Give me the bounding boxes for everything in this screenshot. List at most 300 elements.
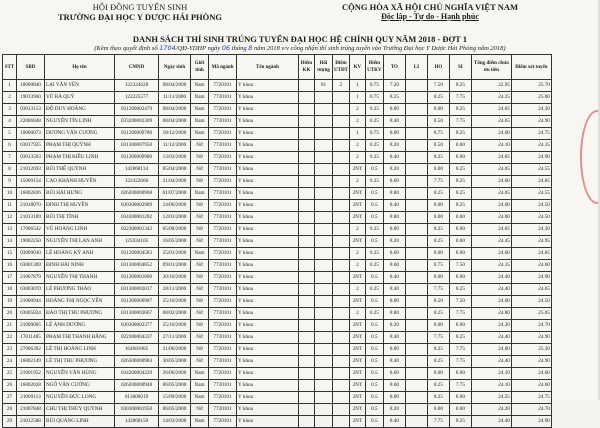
table-cell: ĐỖ DUY HOÀNG xyxy=(45,104,115,116)
table-cell: 24.70 xyxy=(511,404,551,416)
table-cell xyxy=(405,164,427,176)
decision-day: 06 xyxy=(221,44,231,52)
table-row xyxy=(3,308,552,320)
table-cell: CHU THỊ THÙY QUỲNH xyxy=(45,404,115,416)
table-cell: 0.5 xyxy=(365,344,383,356)
table-cell: 7.50 xyxy=(427,80,449,92)
table-row xyxy=(3,200,552,212)
table-cell: 24.80 xyxy=(471,344,511,356)
table-cell: 2 xyxy=(349,248,365,260)
table-cell: 8.25 xyxy=(427,152,449,164)
table-cell: Nữ xyxy=(191,176,209,188)
table-cell: 7720101 xyxy=(209,380,237,392)
table-row xyxy=(3,404,552,416)
table-cell: 7720101 xyxy=(209,416,237,428)
table-cell: 026200000968 xyxy=(115,188,159,200)
column-header: Điểm KK xyxy=(299,55,315,80)
table-cell xyxy=(333,212,350,224)
table-cell: Nữ xyxy=(191,140,209,152)
table-cell: 2NT xyxy=(349,272,365,284)
table-cell xyxy=(405,260,427,272)
table-cell xyxy=(333,200,350,212)
table-cell: Nữ xyxy=(191,284,209,296)
table-cell xyxy=(315,116,333,128)
table-cell xyxy=(299,380,315,392)
table-cell xyxy=(405,356,427,368)
column-header: CMND xyxy=(115,55,159,80)
table-cell: 24.40 xyxy=(471,416,511,428)
table-cell: Y khoa xyxy=(237,260,299,272)
table-cell: PHẠM THỊ QUỲNH xyxy=(45,140,115,152)
table-cell xyxy=(333,284,350,296)
table-cell: 11/11/2000 xyxy=(159,92,191,104)
table-cell: 24.35 xyxy=(511,140,551,152)
national-header xyxy=(330,2,530,22)
table-cell: Y khoa xyxy=(237,296,299,308)
table-cell xyxy=(315,356,333,368)
table-cell: 8.00 xyxy=(449,368,471,380)
table-cell: 8.00 xyxy=(427,272,449,284)
table-cell xyxy=(299,152,315,164)
table-cell: 28/11/2000 xyxy=(159,284,191,296)
table-cell: 2 xyxy=(349,176,365,188)
table-cell: 15/09/2000 xyxy=(159,392,191,404)
table-cell: Y khoa xyxy=(237,80,299,92)
table-cell: NGUYỄN THỊ THANH xyxy=(45,272,115,284)
table-cell: 8.80 xyxy=(383,344,405,356)
table-cell: PHẠM THỊ THANH HẰNG xyxy=(45,332,115,344)
table-cell: 8.00 xyxy=(383,296,405,308)
table-cell: Y khoa xyxy=(237,284,299,296)
table-cell: 2NT xyxy=(349,380,365,392)
table-cell: 20/10/2000 xyxy=(159,272,191,284)
table-cell: 01/07/2000 xyxy=(159,188,191,200)
table-cell: 8.00 xyxy=(383,392,405,404)
table-cell: NGUYỄN TÍN LINH xyxy=(45,116,115,128)
table-cell xyxy=(315,248,333,260)
table-cell xyxy=(405,284,427,296)
table-cell xyxy=(315,392,333,404)
table-cell: Y khoa xyxy=(237,416,299,428)
table-cell: 24.00 xyxy=(471,296,511,308)
table-row xyxy=(3,116,552,128)
table-cell: 7.75 xyxy=(427,416,449,428)
country-name: CỘNG HÒA XÃ HỘI CHỦ NGHĨA VIỆT NAM xyxy=(341,2,519,12)
table-cell: Nam xyxy=(191,416,209,428)
table-cell: 0.25 xyxy=(365,308,383,320)
table-cell: 8.80 xyxy=(383,212,405,224)
table-cell xyxy=(333,188,350,200)
university-name: TRƯỜNG ĐẠI HỌC Y DƯỢC HẢI PHÒNG xyxy=(57,12,222,22)
table-row xyxy=(3,152,552,164)
table-row xyxy=(3,332,552,344)
table-cell: 15 xyxy=(3,248,17,260)
table-cell: 24.95 xyxy=(511,236,551,248)
table-cell: Y khoa xyxy=(237,200,299,212)
table-cell xyxy=(405,152,427,164)
table-cell xyxy=(299,344,315,356)
table-cell: LẠI VĂN YÊN xyxy=(45,80,115,92)
table-cell xyxy=(333,260,350,272)
table-cell xyxy=(315,272,333,284)
table-cell: 16002149 xyxy=(17,356,45,368)
table-cell: 2NT xyxy=(349,368,365,380)
table-row xyxy=(3,188,552,200)
table-cell: 8.25 xyxy=(449,80,471,92)
table-cell: 0.5 xyxy=(365,380,383,392)
table-cell: 2 xyxy=(349,284,365,296)
table-cell: 12 xyxy=(3,212,17,224)
table-cell: NGUYỄN VĂN HÙNG xyxy=(45,368,115,380)
table-cell xyxy=(405,344,427,356)
table-cell xyxy=(299,188,315,200)
table-cell xyxy=(405,332,427,344)
table-cell: PHẠM THỊ KIỀU LINH xyxy=(45,152,115,164)
table-cell: 21009005 xyxy=(17,320,45,332)
table-cell xyxy=(299,308,315,320)
table-cell: 8.00 xyxy=(449,140,471,152)
table-cell: Y khoa xyxy=(237,392,299,404)
table-cell: 8.20 xyxy=(383,140,405,152)
table-cell: 24.60 xyxy=(471,176,511,188)
table-cell: 8.25 xyxy=(427,380,449,392)
table-cell: Y khoa xyxy=(237,308,299,320)
table-cell: Y khoa xyxy=(237,404,299,416)
table-cell: 25.05 xyxy=(511,308,551,320)
table-cell: 0.5 xyxy=(365,332,383,344)
column-header: LI xyxy=(405,55,427,80)
table-row xyxy=(3,104,552,116)
table-cell: Nữ xyxy=(191,200,209,212)
table-cell: Y khoa xyxy=(237,92,299,104)
table-cell: 034300001282 xyxy=(115,212,159,224)
table-cell: 24.10 xyxy=(471,368,511,380)
table-cell: 2 xyxy=(3,92,17,104)
table-cell xyxy=(405,320,427,332)
table-cell: 28 xyxy=(3,404,17,416)
table-cell: 23 xyxy=(3,344,17,356)
table-cell: 24.90 xyxy=(511,152,551,164)
table-cell: 7720101 xyxy=(209,128,237,140)
table-cell: LÊ HOÀNG KỲ ANH xyxy=(45,248,115,260)
table-cell xyxy=(405,188,427,200)
table-cell xyxy=(333,308,350,320)
table-cell xyxy=(315,236,333,248)
table-cell: 0.5 xyxy=(365,272,383,284)
table-cell: 7720101 xyxy=(209,296,237,308)
table-cell: 8.25 xyxy=(449,128,471,140)
table-cell: 7.50 xyxy=(449,296,471,308)
table-cell: 6 xyxy=(3,140,17,152)
table-row xyxy=(3,344,552,356)
table-cell: Y khoa xyxy=(237,140,299,152)
table-cell: 09/01/2000 xyxy=(159,260,191,272)
table-cell: 24.55 xyxy=(511,188,551,200)
table-cell xyxy=(299,284,315,296)
table-cell: 27/11/2000 xyxy=(159,332,191,344)
table-row xyxy=(3,272,552,284)
table-cell: 2NT xyxy=(349,188,365,200)
table-cell xyxy=(299,356,315,368)
table-cell: 24.05 xyxy=(471,104,511,116)
table-cell: 8.00 xyxy=(449,248,471,260)
table-cell: 2 xyxy=(349,104,365,116)
table-cell: 2NT xyxy=(349,164,365,176)
table-row xyxy=(3,320,552,332)
table-cell: 8.40 xyxy=(383,152,405,164)
table-cell: 8.25 xyxy=(427,92,449,104)
table-cell: 18000840 xyxy=(17,80,45,92)
table-cell xyxy=(405,368,427,380)
table-cell: 8.80 xyxy=(383,308,405,320)
column-header: Đối tượng xyxy=(315,55,333,80)
table-cell: 24.60 xyxy=(471,248,511,260)
table-cell: 2 xyxy=(349,224,365,236)
table-cell xyxy=(333,356,350,368)
table-cell: 2NT xyxy=(349,332,365,344)
table-cell: 8.00 xyxy=(449,320,471,332)
table-cell: 022300001342 xyxy=(115,224,159,236)
table-cell: 7720101 xyxy=(209,80,237,92)
table-cell xyxy=(299,212,315,224)
column-header: Họ tên xyxy=(45,55,115,80)
table-cell xyxy=(333,92,350,104)
table-cell: 7.75 xyxy=(449,356,471,368)
table-cell: 14 xyxy=(3,236,17,248)
table-cell: 03017925 xyxy=(17,140,45,152)
table-cell: 122324628 xyxy=(115,80,159,92)
table-cell: Y khoa xyxy=(237,320,299,332)
table-cell: 0.5 xyxy=(365,404,383,416)
table-cell: 24.00 xyxy=(471,200,511,212)
column-header: SI xyxy=(449,55,471,80)
table-row xyxy=(3,176,552,188)
table-cell: Y khoa xyxy=(237,248,299,260)
table-cell xyxy=(315,212,333,224)
table-cell xyxy=(405,140,427,152)
table-cell: 17006542 xyxy=(17,224,45,236)
table-cell: Y khoa xyxy=(237,344,299,356)
table-cell: 25 xyxy=(3,368,17,380)
table-cell: 0.25 xyxy=(365,176,383,188)
table-cell: 8.80 xyxy=(383,188,405,200)
subtitle-post: năm 2018 v/v công nhận thí sinh trúng tuyển vào Trường Đại học Y Dược Hải Phòng năm 2018) xyxy=(252,45,506,52)
table-cell: 8.20 xyxy=(383,164,405,176)
table-cell xyxy=(299,248,315,260)
table-cell: 030300002377 xyxy=(115,320,159,332)
red-stamp-edge xyxy=(580,110,600,204)
table-cell: 7720101 xyxy=(209,284,237,296)
table-cell: 8.20 xyxy=(383,404,405,416)
table-cell: 19002250 xyxy=(17,236,45,248)
table-cell: 8.00 xyxy=(427,200,449,212)
table-cell: 24.45 xyxy=(471,236,511,248)
table-cell: 2NT xyxy=(349,296,365,308)
table-cell: Y khoa xyxy=(237,128,299,140)
table-cell xyxy=(299,236,315,248)
table-cell: 2NT xyxy=(349,236,365,248)
table-cell: DƯƠNG VĂN CƯƠNG xyxy=(45,128,115,140)
table-cell: 24.85 xyxy=(511,176,551,188)
table-cell: 8.60 xyxy=(383,248,405,260)
table-cell: 24.40 xyxy=(471,272,511,284)
table-cell xyxy=(315,188,333,200)
table-cell: 8.25 xyxy=(383,92,405,104)
table-cell: 22.95 xyxy=(471,80,511,92)
table-cell: 05/08/2000 xyxy=(159,224,191,236)
table-row xyxy=(3,236,552,248)
table-cell: 7.75 xyxy=(449,308,471,320)
table-cell: VŨ BÁ QUÝ xyxy=(45,92,115,104)
table-cell: 24.75 xyxy=(511,128,551,140)
table-cell: 8.50 xyxy=(427,296,449,308)
column-header: KV xyxy=(349,55,365,80)
table-cell: 1 xyxy=(349,92,365,104)
table-cell: 03013503 xyxy=(17,152,45,164)
table-cell xyxy=(299,104,315,116)
table-cell: Nữ xyxy=(191,272,209,284)
table-cell: 24.25 xyxy=(471,392,511,404)
table-cell: 8.25 xyxy=(427,392,449,404)
table-cell: 24.90 xyxy=(511,356,551,368)
table-cell: 0.25 xyxy=(365,224,383,236)
table-cell xyxy=(315,404,333,416)
table-cell: 8.00 xyxy=(449,404,471,416)
table-cell: 8.00 xyxy=(449,392,471,404)
table-cell xyxy=(405,80,427,92)
table-cell: 7.75 xyxy=(449,344,471,356)
table-cell: 031300002017 xyxy=(115,284,159,296)
table-cell: 24.65 xyxy=(471,152,511,164)
table-cell: 7720101 xyxy=(209,164,237,176)
table-cell xyxy=(315,380,333,392)
table-cell: BÙI THẾ QUỲNH xyxy=(45,164,115,176)
table-cell xyxy=(299,332,315,344)
table-cell: 8.40 xyxy=(383,200,405,212)
table-cell: 7.20 xyxy=(383,80,405,92)
table-cell: 8.25 xyxy=(427,308,449,320)
table-cell: 8.25 xyxy=(427,344,449,356)
table-cell: Y khoa xyxy=(237,272,299,284)
table-cell: BÙI QUANG LINH xyxy=(45,416,115,428)
table-cell: Nữ xyxy=(191,296,209,308)
table-row xyxy=(3,260,552,272)
table-cell: 24.50 xyxy=(511,212,551,224)
table-cell: 8.25 xyxy=(449,284,471,296)
table-cell: 031200009780 xyxy=(115,128,159,140)
table-cell: Nữ xyxy=(191,404,209,416)
table-cell: 03013153 xyxy=(17,104,45,116)
table-cell: 7720101 xyxy=(209,212,237,224)
table-cell: 29 xyxy=(3,416,17,428)
table-cell: 24.65 xyxy=(511,284,551,296)
table-cell xyxy=(405,416,427,428)
table-cell: ĐINH THỊ HUYỀN xyxy=(45,200,115,212)
table-cell: 8 xyxy=(3,164,17,176)
table-cell: 15009154 xyxy=(17,176,45,188)
table-cell: 1 xyxy=(3,80,17,92)
table-cell: 0.5 xyxy=(365,296,383,308)
table-cell xyxy=(333,128,350,140)
table-cell: 24.75 xyxy=(511,392,551,404)
table-cell: 08/04/2000 xyxy=(159,104,191,116)
table-cell: Y khoa xyxy=(237,368,299,380)
table-cell xyxy=(315,284,333,296)
table-cell: 25/01/2000 xyxy=(159,248,191,260)
table-cell: 122225577 xyxy=(115,92,159,104)
table-cell xyxy=(333,236,350,248)
table-cell xyxy=(405,92,427,104)
table-cell: 24.60 xyxy=(511,260,551,272)
table-cell: 08/04/2000 xyxy=(159,116,191,128)
table-row xyxy=(3,392,552,404)
table-cell: 7720101 xyxy=(209,104,237,116)
table-cell xyxy=(333,368,350,380)
column-header: HO xyxy=(427,55,449,80)
column-header: STT xyxy=(3,55,17,80)
table-cell xyxy=(299,200,315,212)
table-cell xyxy=(333,332,350,344)
table-cell: 18 xyxy=(3,284,17,296)
table-cell: 03009030 xyxy=(17,248,45,260)
table-cell: 7720101 xyxy=(209,404,237,416)
table-cell: 11 xyxy=(3,200,17,212)
table-cell xyxy=(405,404,427,416)
table-cell xyxy=(299,164,315,176)
table-cell xyxy=(315,308,333,320)
table-cell: 8.75 xyxy=(427,128,449,140)
table-cell xyxy=(299,128,315,140)
table-cell: 2NT xyxy=(349,212,365,224)
table-cell: Nam xyxy=(191,116,209,128)
table-cell: 18/12/2000 xyxy=(159,128,191,140)
table-cell: 24.00 xyxy=(471,212,511,224)
table-cell: 24.10 xyxy=(471,380,511,392)
table-cell: 0.5 xyxy=(365,212,383,224)
table-cell: 17011485 xyxy=(17,332,45,344)
table-cell: ĐINH HẢI NINH xyxy=(45,260,115,272)
table-cell: 030300001950 xyxy=(115,404,159,416)
table-cell: 1 xyxy=(349,80,365,92)
table-cell: 8.20 xyxy=(383,320,405,332)
table-cell xyxy=(405,104,427,116)
table-cell: 4 xyxy=(3,116,17,128)
table-cell: LÊ ÁNH DƯƠNG xyxy=(45,320,115,332)
table-cell xyxy=(333,272,350,284)
table-cell: 24.25 xyxy=(471,92,511,104)
table-cell xyxy=(333,248,350,260)
table-cell: 7 xyxy=(3,152,17,164)
table-cell: 7720101 xyxy=(209,188,237,200)
table-cell: Y khoa xyxy=(237,176,299,188)
table-row xyxy=(3,296,552,308)
table-row xyxy=(3,380,552,392)
table-cell xyxy=(299,296,315,308)
table-header-row xyxy=(3,55,552,80)
national-motto: Độc lập - Tự do - Hạnh phúc xyxy=(381,12,479,21)
table-cell: 8.80 xyxy=(383,104,405,116)
table-cell: Y khoa xyxy=(237,212,299,224)
table-cell xyxy=(333,224,350,236)
table-cell: Nữ xyxy=(191,224,209,236)
table-cell: 7720101 xyxy=(209,344,237,356)
table-cell: 24.00 xyxy=(471,128,511,140)
table-cell: 10 xyxy=(3,188,17,200)
council-name: HỘI ĐỒNG TUYỂN SINH xyxy=(92,2,188,12)
table-cell: 21013189 xyxy=(17,212,45,224)
table-cell: 0.25 xyxy=(365,248,383,260)
table-cell: 25.00 xyxy=(511,92,551,104)
